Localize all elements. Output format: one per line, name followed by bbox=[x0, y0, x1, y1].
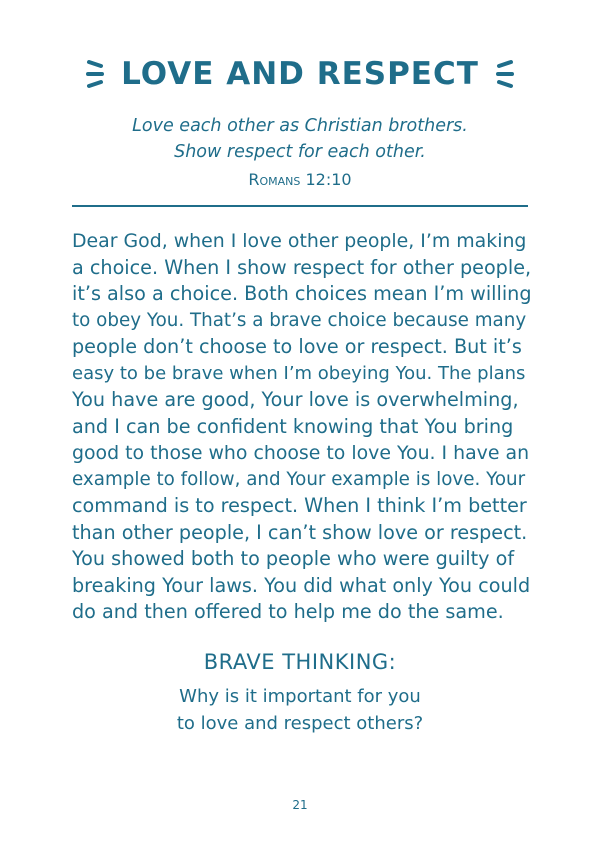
reference-book: Romans bbox=[248, 170, 301, 189]
body-line: to obey You. That’s a brave choice because many bbox=[72, 309, 527, 331]
body-line: and I can be confident knowing that You bring bbox=[72, 414, 514, 438]
scripture-verse bbox=[0, 113, 600, 165]
divider bbox=[72, 205, 528, 207]
body-line: a choice. When I show respect for other people, bbox=[72, 255, 532, 279]
body-line: easy to be brave when I’m obeying You. The plans bbox=[72, 362, 526, 384]
body-line: example to follow, and Your example is love. Your bbox=[72, 468, 526, 490]
body-line: command is to respect. When I think I’m better bbox=[72, 494, 527, 517]
question-line: to love and respect others? bbox=[176, 713, 424, 734]
page-title: LOVE AND RESPECT bbox=[121, 55, 479, 92]
body-line: do and then offered to help me do the same. bbox=[72, 600, 504, 623]
verse-line: Show respect for each other. bbox=[174, 142, 426, 162]
body-line: people don’t choose to love or respect. But it’s bbox=[72, 335, 522, 358]
body-line: You have are good, Your love is overwhelming, bbox=[72, 388, 519, 411]
page-number: 21 bbox=[292, 798, 308, 812]
scripture-reference bbox=[0, 170, 600, 189]
brave-thinking-question bbox=[0, 683, 600, 737]
body-line: You showed both to people who were guilty of bbox=[72, 547, 515, 570]
title-row bbox=[0, 52, 600, 96]
body-line: Dear God, when I love other people, I’m making bbox=[72, 230, 527, 252]
body-line: it’s also a choice. Both choices mean I’m willing bbox=[72, 282, 532, 305]
body-line: than other people, I can’t show love or respect. bbox=[72, 520, 528, 544]
body-line: good to those who choose to love You. I have an bbox=[72, 442, 530, 464]
question-line: Why is it important for you bbox=[179, 686, 421, 707]
reference-chapter-verse: 12:10 bbox=[305, 170, 352, 189]
verse-line: Love each other as Christian brothers. bbox=[132, 116, 468, 136]
brave-thinking-heading: BRAVE THINKING: bbox=[203, 650, 397, 674]
sparkle-left-icon bbox=[85, 56, 107, 92]
prayer-body bbox=[72, 228, 532, 626]
sparkle-right-icon bbox=[493, 56, 515, 92]
body-line: breaking Your laws. You did what only You could bbox=[72, 573, 531, 597]
